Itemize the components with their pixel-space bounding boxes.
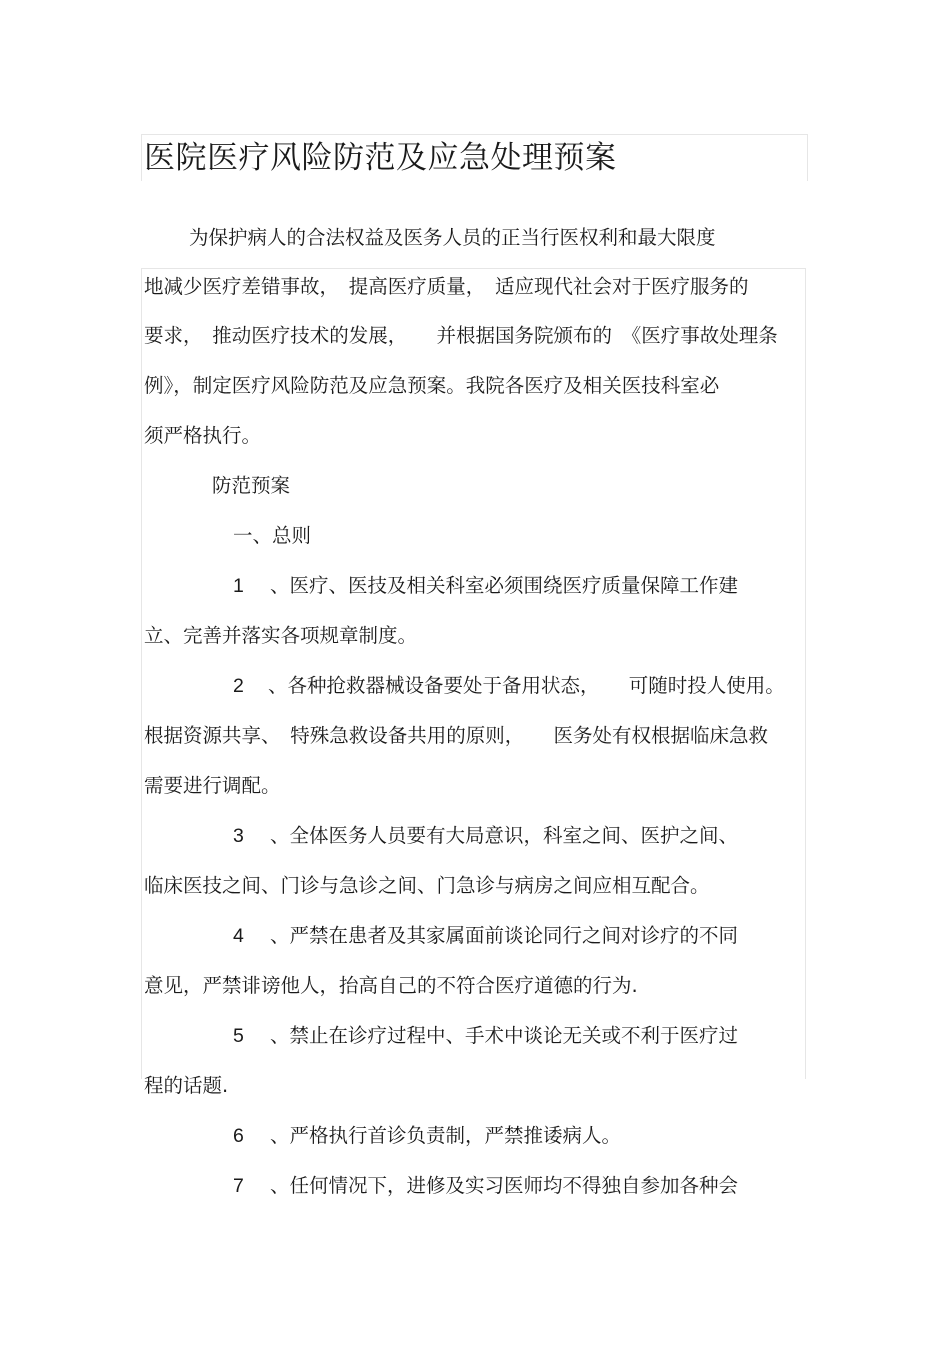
- rule-text: 立、完善并落实各项规章制度。: [144, 624, 418, 647]
- rule-text: 需要进行调配。: [144, 774, 281, 797]
- rule-number: 7: [233, 1175, 244, 1197]
- rule-text: 、任何情况下，进修及实习医师均不得独自参加各种会: [270, 1174, 739, 1197]
- rule-number: 4: [233, 925, 244, 947]
- rule-number: 2: [233, 675, 244, 697]
- intro-line-4: 例》，制定医疗风险防范及应急预案。我院各医疗及相关医技科室必: [144, 374, 720, 397]
- rule-number: 3: [233, 825, 244, 847]
- section-heading: 防范预案: [212, 474, 291, 497]
- rule-number: 1: [233, 575, 244, 597]
- intro-line-5: 须严格执行。: [144, 424, 262, 447]
- intro-line-2: 地减少医疗差错事故， 提高医疗质量， 适应现代社会对于医疗服务的: [144, 275, 749, 298]
- rule-text: 、各种抢救器械设备要处于备用状态， 可随时投人使用。: [268, 674, 785, 697]
- rule-text: 、医疗、医技及相关科室必须围绕医疗质量保障工作建: [270, 574, 739, 597]
- intro-line-1: 为保护病人的合法权益及医务人员的正当行医权利和最大限度: [189, 226, 716, 249]
- rule-text: 、全体医务人员要有大局意识，科室之间、医护之间、: [270, 824, 739, 847]
- rule-text: 临床医技之间、门诊与急诊之间、门急诊与病房之间应相互配合。: [144, 874, 710, 897]
- rule-text: 、严禁在患者及其家属面前谈论同行之间对诊疗的不同: [270, 924, 739, 947]
- document-title: 医院医疗风险防范及应急处理预案: [144, 140, 617, 176]
- rule-text: 、禁止在诊疗过程中、手术中谈论无关或不利于医疗过: [270, 1024, 739, 1047]
- rule-number: 6: [233, 1125, 244, 1147]
- rule-number: 5: [233, 1025, 244, 1047]
- rule-text: 、严格执行首诊负责制，严禁推诿病人。: [270, 1124, 622, 1147]
- rule-text: 根据资源共享、 特殊急救设备共用的原则， 医务处有权根据临床急救: [144, 724, 769, 747]
- intro-line-3: 要求， 推动医疗技术的发展， 并根据国务院颁布的 《医疗事故处理条: [144, 324, 778, 347]
- rule-text: 意见，严禁诽谤他人，抬高自己的不符合医疗道德的行为.: [144, 974, 638, 997]
- rule-text: 程的话题.: [144, 1074, 229, 1097]
- subsection-heading: 一、总则: [233, 524, 312, 547]
